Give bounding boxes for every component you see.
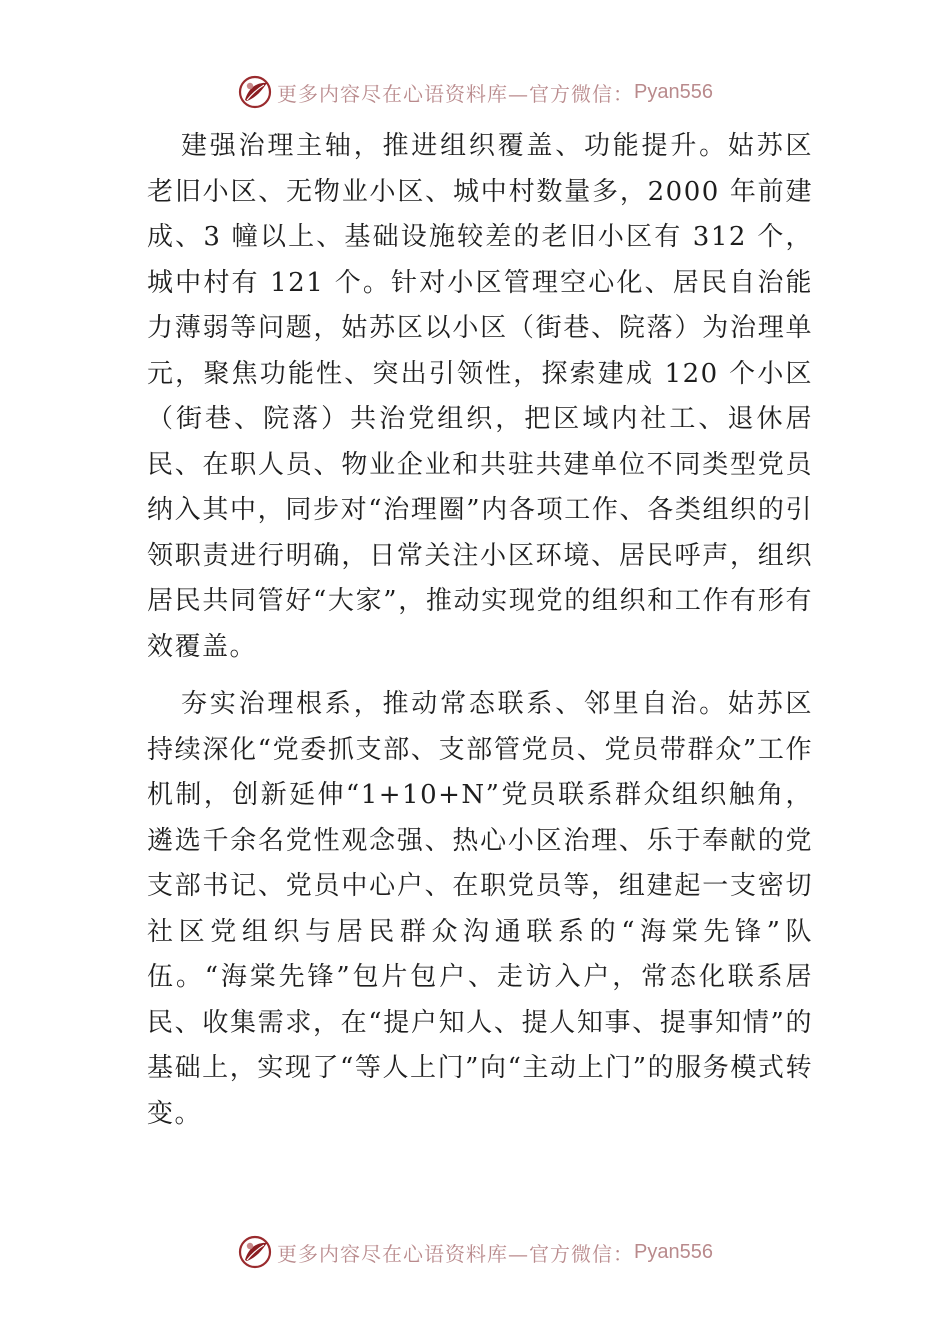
watermark-text: 更多内容尽在心语资料库—官方微信： bbox=[277, 81, 635, 106]
header-watermark-banner bbox=[0, 70, 950, 114]
footer-watermark-banner bbox=[0, 1230, 950, 1274]
wechat-id: Pyan556 bbox=[634, 1240, 713, 1263]
document-body bbox=[147, 124, 813, 1149]
watermark-text: 更多内容尽在心语资料库—官方微信： bbox=[277, 1241, 635, 1266]
leaf-logo-icon bbox=[237, 74, 273, 110]
paragraph-2: 夯实治理根系，推动常态联系、邻里自治。姑苏区持续深化“党委抓支部、支部管党员、党员带群众”工作机制，创新延伸“1+10+N”党员联系群众组织触角，遴选千余名党性观念强、热心小区治理、乐于奉献的党支部书记、党员中心户、在职党员等，组建起一支密切社区党组织与居民群众沟通联系的“海棠先锋”队伍。“海棠先锋”包片包户、走访入户，常态化联系居民、收集需求，在“提户知人、提人知事、提事知情”的基础上，实现了“等人上门”向“主动上门”的服务模式转变。 bbox=[147, 689, 813, 1129]
wechat-id: Pyan556 bbox=[634, 80, 713, 103]
leaf-logo-icon bbox=[237, 1234, 273, 1270]
paragraph-1: 建强治理主轴，推进组织覆盖、功能提升。姑苏区老旧小区、无物业小区、城中村数量多，2000 年前建成、3 幢以上、基础设施较差的老旧小区有 312 个，城中村有 121 个。针对小区管理空心化、居民自治能力薄弱等问题，姑苏区以小区（街巷、院落）为治理单元，聚焦功能性、突出引领性，探索建成 120 个小区（街巷、院落）共治党组织，把区域内社工、退休居民、在职人员、物业企业和共驻共建单位不同类型党员纳入其中，同步对“治理圈”内各项工作、各类组织的引领职责进行明确，日常关注小区环境、居民呼声，组织居民共同管好“大家”，推动实现党的组织和工作有形有效覆盖。 bbox=[147, 131, 813, 662]
